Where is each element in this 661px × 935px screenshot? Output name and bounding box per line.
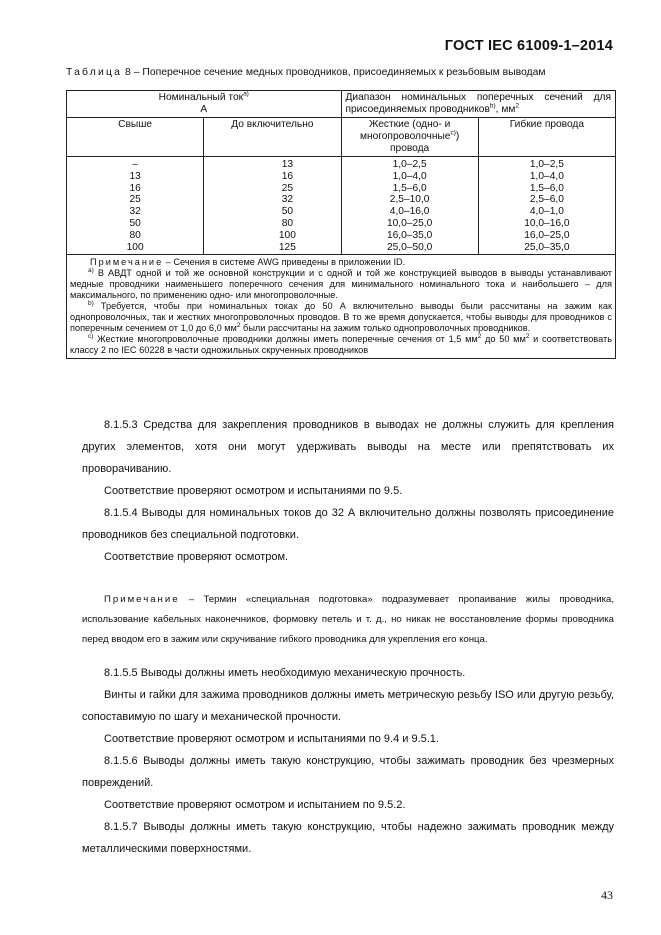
footnote-a: $^{a)}$ В АВДТ одной и той же основной конструкции и с одной и той же конструкцией выводов в выводы устанавливают медные проводники наименьшего поперечного сечения для минимального номинального тока и наибольшего – для максимального, по применению одно- или многопроволочные. xyxy=(70,267,612,301)
page-number: 43 xyxy=(601,888,613,902)
table-cell: 10,0–25,0 xyxy=(386,217,433,229)
table-cell: 1,0–2,5 xyxy=(392,159,427,170)
table-cell: 4,0–16,0 xyxy=(389,206,430,218)
table-cell: 32 xyxy=(129,206,141,218)
table-cell: 1,0–4,0 xyxy=(529,170,564,182)
table-cell: 1,0–4,0 xyxy=(392,170,427,182)
document-header: ГОСТ IEC 61009-1–2014 xyxy=(444,38,613,54)
table-cell: 25 xyxy=(281,182,294,194)
column-rigid xyxy=(341,157,478,255)
table-cell: 80 xyxy=(281,217,294,229)
paragraph-8-1-5-7: 8.1.5.7 Выводы должны иметь такую конструкцию, чтобы надежно зажимать проводник между металлическими поверхностями. xyxy=(82,821,614,855)
paragraph-check-9-4: Соответствие проверяют осмотром и испытаниями по 9.4 и 9.5.1. xyxy=(104,733,439,745)
table-cell: 25 xyxy=(129,194,141,206)
conductor-table xyxy=(66,90,616,359)
column-up-to xyxy=(204,157,341,255)
paragraph-8-1-5-5: 8.1.5.5 Выводы должны иметь необходимую механическую прочность. xyxy=(104,667,466,679)
table-cell: 25,0–50,0 xyxy=(386,241,433,253)
table-cell: 13 xyxy=(129,170,141,182)
table-values xyxy=(67,157,616,255)
table-cell: 10,0–16,0 xyxy=(524,217,570,229)
paragraph-screws: Винты и гайки для зажима проводников должны иметь метрическую резьбу ISO или другую резьбу, сопоставимую по шагу и механической прочности. xyxy=(82,689,614,723)
table-cell: 125 xyxy=(278,241,296,253)
table-cell: 25,0–35,0 xyxy=(524,241,570,253)
table-cell: 13 xyxy=(281,159,294,170)
table-caption-text: 8 – Поперечное сечение медных проводников, присоединяемых к резьбовым выводам xyxy=(122,67,546,78)
table-cell: 16 xyxy=(281,170,294,182)
paragraph-check-9-5: Соответствие проверяют осмотром и испытаниями по 9.5. xyxy=(104,485,403,497)
table-cell: 4,0–1,0 xyxy=(529,206,564,218)
table-cell: 1,0–2,5 xyxy=(529,159,564,170)
table-cell: 100 xyxy=(126,241,144,253)
body-note: Примечание – Термин «специальная подготовка» подразумевает пропаивание жилы проводника, использование кабельных наконечников, формовку петель и т. д., но никак не восстановление формы проводника перед вводом его в зажим или скручивание гибкого проводника для укрепления его конца. xyxy=(82,594,614,645)
table-cell: 50 xyxy=(129,217,141,229)
table-notes xyxy=(67,255,616,359)
table-cell: 16 xyxy=(129,182,141,194)
header-rigid: Жесткие (одно- и многопроволочные$^{c)}$) провода xyxy=(341,118,478,157)
table-cell: 1,5–6,0 xyxy=(392,182,427,194)
paragraph-8-1-5-4: 8.1.5.4 Выводы для номинальных токов до 32 А включительно должны позволять присоединение проводников без специальной подготовки. xyxy=(82,507,614,541)
paragraph-8-1-5-3: 8.1.5.3 Средства для закрепления проводников в выводах не должны служить для крепления других элементов, хотя они могут удерживать выводы на месте или препятствовать их проворачиванию. xyxy=(82,419,614,475)
table-cell: – xyxy=(132,159,138,170)
header-unit: А xyxy=(200,104,208,115)
paragraph-8-1-5-6: 8.1.5.6 Выводы должны иметь такую конструкцию, чтобы зажимать проводник без чрезмерных повреждений. xyxy=(82,755,614,789)
footnote-b: $^{b)}$ Требуется, чтобы при номинальных токах до 50 А включительно выводы были рассчитаны на зажим как однопроволочных, так и жестких многопроволочных проводов. В то же время допускается, чтобы выводы для проводников с поперечным сечением от 1,0 до 6,0 $мм^2$ были рассчитаны на зажим только однопроволочных проводников. xyxy=(70,300,612,334)
paragraph-check-visual: Соответствие проверяют осмотром. xyxy=(104,551,289,563)
table-cell: 80 xyxy=(129,229,141,241)
table-cell: 2,5–10,0 xyxy=(389,194,430,206)
table-cell: 16,0–35,0 xyxy=(386,229,433,241)
table-cell: 16,0–25,0 xyxy=(524,229,570,241)
table-cell: 1,5–6,0 xyxy=(529,182,564,194)
column-flexible xyxy=(478,157,615,255)
column-above xyxy=(67,157,204,255)
table-cell: 32 xyxy=(281,194,294,206)
body-text xyxy=(82,414,614,860)
header-rated-current: Номинальный ток$^{a)}$ А xyxy=(67,91,342,118)
table-cell: 100 xyxy=(278,229,296,241)
table-cell: 50 xyxy=(281,206,294,218)
header-flexible: Гибкие провода xyxy=(478,118,615,157)
table-caption xyxy=(66,66,614,79)
paragraph-check-9-5-2: Соответствие проверяют осмотром и испытанием по 9.5.2. xyxy=(104,799,406,811)
header-up-to: До включительно xyxy=(204,118,341,157)
table-cell: 2,5–6,0 xyxy=(529,194,564,206)
table-caption-word: Таблица xyxy=(66,67,123,78)
header-section-range: Диапазон номинальных поперечных сечений для присоединяемых проводников$^{b)}$, $мм^2$ xyxy=(341,91,616,118)
table-note: Примечание – Сечения в системе AWG приведены в приложении ID. xyxy=(90,257,406,268)
header-above: Свыше xyxy=(67,118,204,157)
footnote-c: $^{c)}$ Жесткие многопроволочные проводники должны иметь поперечные сечения от 1,5 $мм^2$ до 50 $мм^2$ и соответствовать классу 2 по IEC 60228 в части одножильных скрученных проводников xyxy=(70,333,612,356)
